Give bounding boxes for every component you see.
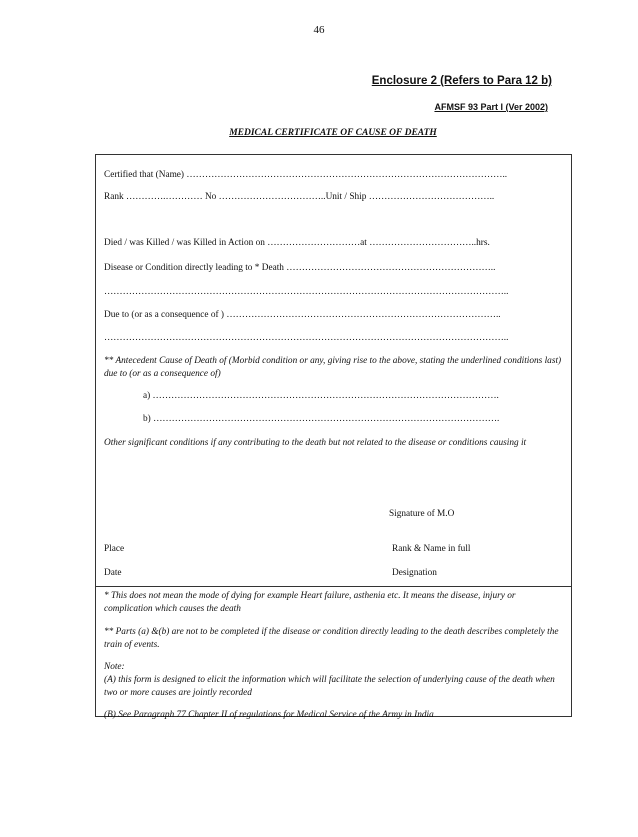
form-reference: AFMSF 93 Part I (Ver 2002) <box>434 102 548 112</box>
blank-line-1: ………………………………………………………………………………………………………………….. <box>104 287 509 297</box>
died-line: Died / was Killed / was Killed in Action on …………………………at ……………………………..hrs. <box>104 238 490 248</box>
designation-label: Designation <box>392 568 437 578</box>
note-a: (A) this form is designed to elicit the information which will facilitate the selection of underlying cause of the death when two or more causes are jointly recorded <box>104 675 555 698</box>
enclosure-heading: Enclosure 2 (Refers to Para 12 b) <box>371 75 552 87</box>
notes-divider <box>96 586 571 587</box>
note-label: Note: <box>104 662 125 672</box>
antecedent-cause-text: ** Antecedent Cause of Death of (Morbid condition or any, giving rise to the above, stating the underlined conditions last) due to (or as a consequence of) <box>104 356 562 379</box>
item-a-line: a) …………………………………………………………………………………………………. <box>143 391 499 401</box>
other-conditions-text: Other significant conditions if any contributing to the death but not related to the disease or conditions causing it <box>104 438 527 448</box>
note-star: * This does not mean the mode of dying for example Heart failure, asthenia etc. It means the disease, injury or complication which causes the death <box>104 591 516 614</box>
blank-line-2: ………………………………………………………………………………………………………………….. <box>104 333 509 343</box>
date-label: Date <box>104 568 122 578</box>
rank-name-label: Rank & Name in full <box>392 544 471 554</box>
place-label: Place <box>104 544 125 554</box>
certified-name-line: Certified that (Name) ………………………………………………………………………………………….. <box>104 170 508 180</box>
due-to-line: Due to (or as a consequence of ) …………………………………………………………………………….. <box>104 310 501 320</box>
note-b: (B) See Paragraph 77 Chapter II of regulations for Medical Service of the Army in India <box>104 710 434 720</box>
item-b-line: b) …………………………………………………………………………………………………. <box>143 414 500 424</box>
rank-unit-line: Rank ………….………… No ……………………………..Unit / Ship ………………………………….. <box>104 192 495 202</box>
certificate-form-box <box>95 154 572 720</box>
signature-label: Signature of M.O <box>389 509 455 519</box>
page-number: 46 <box>313 24 325 36</box>
certificate-title: MEDICAL CERTIFICATE OF CAUSE OF DEATH <box>229 128 437 138</box>
note-double-star: ** Parts (a) &(b) are not to be completed if the disease or condition directly leading to the death describes completely the train of events. <box>104 627 559 650</box>
disease-line: Disease or Condition directly leading to * Death ………………………………………………………….. <box>104 263 496 273</box>
